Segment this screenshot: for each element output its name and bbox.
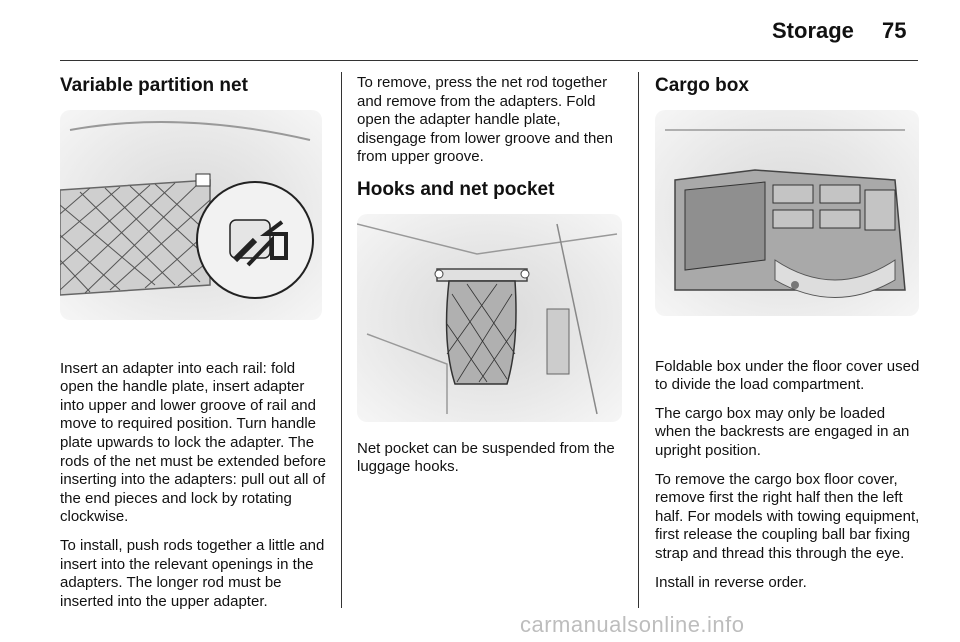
cargo-box-illustration	[655, 110, 919, 316]
cargo-box-paragraph-1: Foldable box under the floor cover used to divide the load compartment.	[655, 357, 920, 394]
partition-net-paragraph-2: To install, push rods together a little and insert into the relevant openings in the adapters. The longer rod must be inserted into the upper adapter.	[60, 536, 325, 610]
column-divider-1	[341, 72, 342, 608]
header-divider	[60, 60, 918, 61]
remove-net-paragraph: To remove, press the net rod together and remove from the adapters. Fold open the adapter handle plate, disengage from lower groove and then from upper groove.	[357, 74, 613, 166]
cargo-box-heading: Cargo box	[655, 75, 749, 96]
cargo-box-paragraph-2: The cargo box may only be loaded when the backrests are engaged in an upright position.	[655, 404, 910, 459]
partition-net-illustration	[60, 110, 322, 320]
net-pocket-illustration	[357, 214, 622, 422]
page-number: 75	[882, 18, 907, 43]
cargo-box-paragraph-3: To remove the cargo box floor cover, remove first the right half then the left half. For models with towing equipment, first release the coupling ball bar fixing strap and thread this through the eye.	[655, 470, 920, 562]
column-partition-net	[60, 74, 328, 621]
partition-net-paragraph-1: Insert an adapter into each rail: fold open the handle plate, insert adapter into upper and lower groove of rail and move to required position. Turn handle plate upwards to lock the adapter. The rods of the net must be extended before inserting into the adapters: pull out all of the end pieces and lock by rotating clockwise.	[60, 359, 327, 526]
watermark: carmanualsonline.info	[520, 612, 745, 637]
column-divider-2	[638, 72, 639, 608]
partition-net-heading: Variable partition net	[60, 75, 248, 96]
net-pocket-caption: Net pocket can be suspended from the luggage hooks.	[357, 439, 615, 476]
cargo-box-paragraph-4: Install in reverse order.	[655, 573, 807, 591]
hooks-net-heading: Hooks and net pocket	[357, 178, 555, 200]
section-title: Storage	[772, 18, 854, 43]
column-cargo-box	[655, 74, 921, 602]
column-hooks-net	[357, 74, 627, 487]
